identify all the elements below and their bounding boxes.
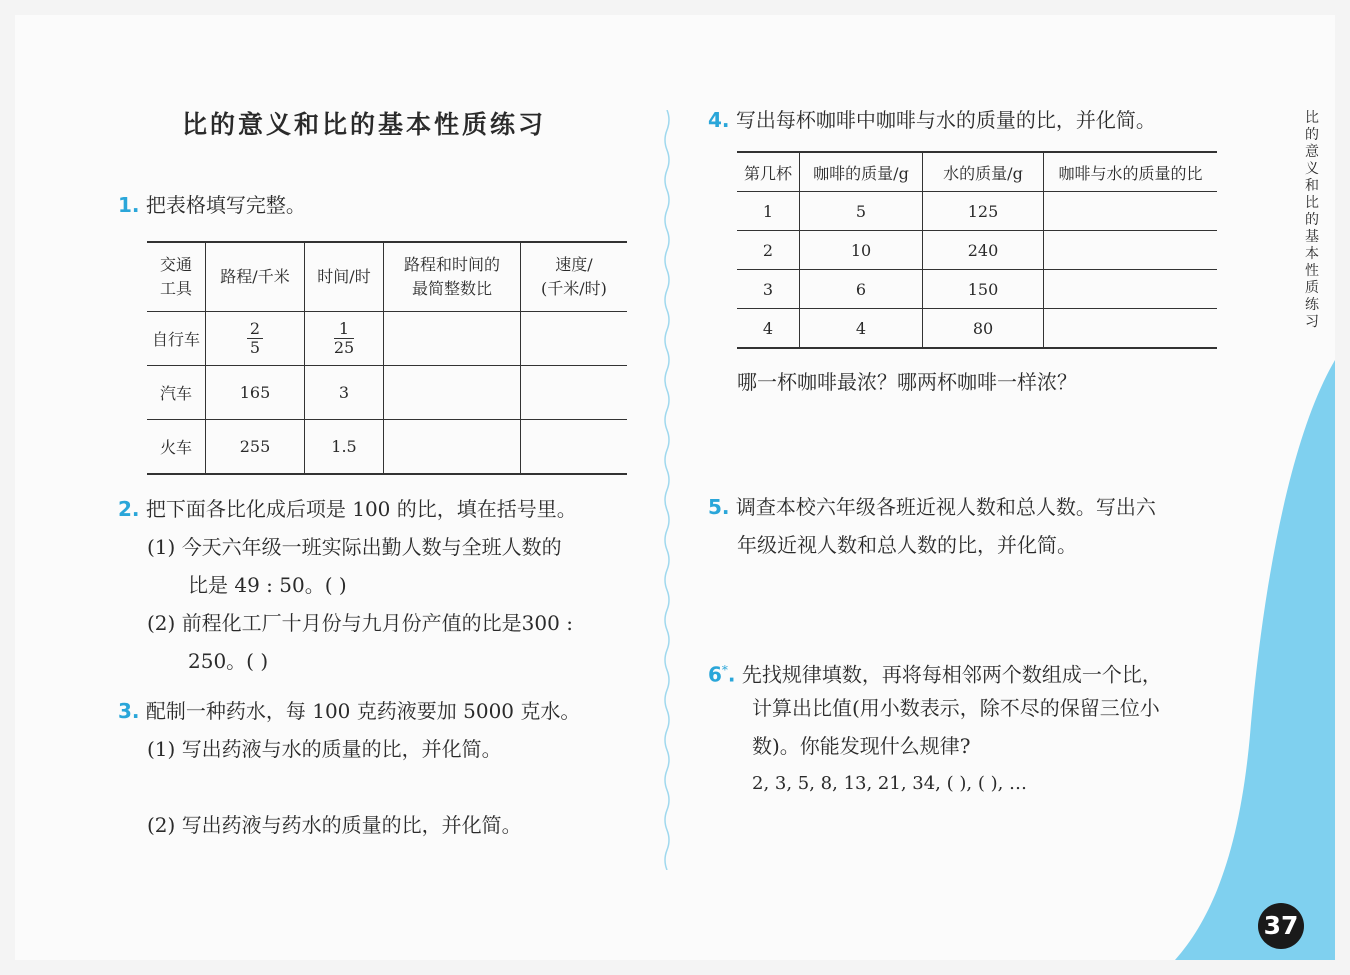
q6-dot: . [727, 662, 736, 687]
q5-line2: 年级近视人数和总人数的比，并化简。 [737, 533, 1077, 557]
q3-sub1: (1) 写出药液与水的质量的比，并化简。 [147, 737, 502, 761]
q6-number: 6 [708, 662, 722, 687]
q1-cell-tool: 汽车 [147, 366, 206, 420]
q6-sequence[interactable]: 2, 3, 5, 8, 13, 21, 34, ( ), ( ), … [752, 773, 1028, 794]
q1-cell-distance [206, 312, 305, 366]
q5-line1: 调查本校六年级各班近视人数和总人数。写出六 [735, 495, 1156, 519]
q1-answer-ratio[interactable] [384, 366, 521, 420]
q1-header-distance: 路程/千米 [206, 242, 305, 312]
q4-cell-water: 125 [923, 192, 1044, 231]
page-title: 比的意义和比的基本性质练习 [182, 110, 547, 139]
side-label-char: 义 [1305, 161, 1319, 177]
q2-sub2-line2[interactable]: 250。( ) [188, 649, 269, 673]
table-row [147, 420, 627, 475]
q4-cell-water: 240 [923, 231, 1044, 270]
q6-line3: 数)。你能发现什么规律? [752, 734, 971, 758]
q1-cell-time: 3 [305, 366, 384, 420]
q4-header-ratio: 咖啡与水的质量的比 [1044, 152, 1218, 192]
side-chapter-label [1302, 110, 1322, 331]
q1-number: 1. [118, 193, 140, 217]
side-label-char: 基 [1305, 229, 1319, 245]
q2-prompt [118, 497, 577, 521]
side-label-char: 本 [1305, 246, 1319, 262]
table-row [147, 312, 627, 366]
q4-cell-cup: 2 [737, 231, 800, 270]
q3-text: 配制一种药水，每 100 克药液要加 5000 克水。 [145, 699, 581, 723]
q1-header-ratio: 路程和时间的 最简整数比 [384, 242, 521, 312]
q4-answer-ratio[interactable] [1044, 192, 1218, 231]
q1-cell-tool: 火车 [147, 420, 206, 475]
q4-cell-water: 80 [923, 309, 1044, 349]
workbook-page [15, 15, 1335, 960]
side-label-char: 习 [1305, 314, 1319, 330]
side-label-char: 比 [1305, 195, 1319, 211]
q2-number: 2. [118, 497, 140, 521]
q2-sub2-line1: (2) 前程化工厂十月份与九月份产值的比是300 : [147, 611, 573, 635]
side-label-char: 性 [1305, 263, 1319, 279]
q1-prompt [118, 193, 306, 217]
q4-cell-cup: 3 [737, 270, 800, 309]
q4-cell-coffee: 5 [800, 192, 923, 231]
table-row [737, 309, 1217, 349]
q1-answer-ratio[interactable] [384, 312, 521, 366]
q4-number: 4. [708, 108, 730, 132]
page-number-badge: 37 [1258, 903, 1304, 949]
q4-cell-coffee: 10 [800, 231, 923, 270]
q2-sub1-line2[interactable]: 比是 49 : 50。( ) [188, 573, 347, 597]
q2-text: 把下面各比化成后项是 100 的比，填在括号里。 [145, 497, 577, 521]
q1-cell-time: 1.5 [305, 420, 384, 475]
q4-header-cup: 第几杯 [737, 152, 800, 192]
q3-number: 3. [118, 699, 140, 723]
q4-answer-ratio[interactable] [1044, 231, 1218, 270]
q4-text: 写出每杯咖啡中咖啡与水的质量的比，并化简。 [735, 108, 1156, 132]
side-label-char: 意 [1305, 144, 1319, 160]
fraction: $\frac{1}{25}$ [333, 319, 355, 357]
q6-line1: 先找规律填数，再将每相邻两个数组成一个比， [741, 662, 1162, 687]
q4-cell-cup: 4 [737, 309, 800, 349]
q1-header-row [147, 242, 627, 312]
q4-prompt [708, 108, 1156, 132]
q4-header-coffee: 咖啡的质量/g [800, 152, 923, 192]
q4-cell-coffee: 4 [800, 309, 923, 349]
q4-question: 哪一杯咖啡最浓？哪两杯咖啡一样浓？ [737, 370, 1077, 394]
table-row [737, 270, 1217, 309]
q1-cell-time [305, 312, 384, 366]
q4-answer-ratio[interactable] [1044, 270, 1218, 309]
table-row [737, 231, 1217, 270]
q1-cell-distance: 165 [206, 366, 305, 420]
q6-prompt [708, 658, 1162, 687]
q1-header-tool: 交通 工具 [147, 242, 206, 312]
q1-header-speed: 速度/ (千米/时) [521, 242, 628, 312]
q1-answer-speed[interactable] [521, 366, 628, 420]
q4-header-water: 水的质量/g [923, 152, 1044, 192]
q1-answer-speed[interactable] [521, 420, 628, 475]
q6-star: * [721, 663, 728, 677]
q4-answer-ratio[interactable] [1044, 309, 1218, 349]
q1-cell-tool: 自行车 [147, 312, 206, 366]
table-row [737, 192, 1217, 231]
q4-header-row [737, 152, 1217, 192]
page-divider [663, 110, 671, 870]
table-row [147, 366, 627, 420]
side-label-char: 练 [1305, 297, 1319, 313]
q1-text: 把表格填写完整。 [145, 193, 306, 217]
q1-header-time: 时间/时 [305, 242, 384, 312]
side-label-char: 和 [1305, 178, 1319, 194]
q4-table [737, 151, 1217, 349]
q3-sub2: (2) 写出药液与药水的质量的比，并化简。 [147, 813, 522, 837]
side-label-char: 的 [1305, 127, 1319, 143]
side-label-char: 质 [1305, 280, 1319, 296]
q4-cell-coffee: 6 [800, 270, 923, 309]
q1-table [147, 241, 627, 475]
q3-prompt [118, 699, 580, 723]
side-label-char: 比 [1305, 110, 1319, 126]
q5-number: 5. [708, 495, 730, 519]
q5-prompt [708, 495, 1156, 519]
q2-sub1-line1: (1) 今天六年级一班实际出勤人数与全班人数的 [147, 535, 562, 559]
q4-cell-water: 150 [923, 270, 1044, 309]
q1-answer-speed[interactable] [521, 312, 628, 366]
q1-answer-ratio[interactable] [384, 420, 521, 475]
fraction: $\frac{2}{5}$ [247, 320, 263, 357]
q1-cell-distance: 255 [206, 420, 305, 475]
q6-line2: 计算出比值(用小数表示，除不尽的保留三位小 [752, 696, 1160, 720]
q4-cell-cup: 1 [737, 192, 800, 231]
side-label-char: 的 [1305, 212, 1319, 228]
